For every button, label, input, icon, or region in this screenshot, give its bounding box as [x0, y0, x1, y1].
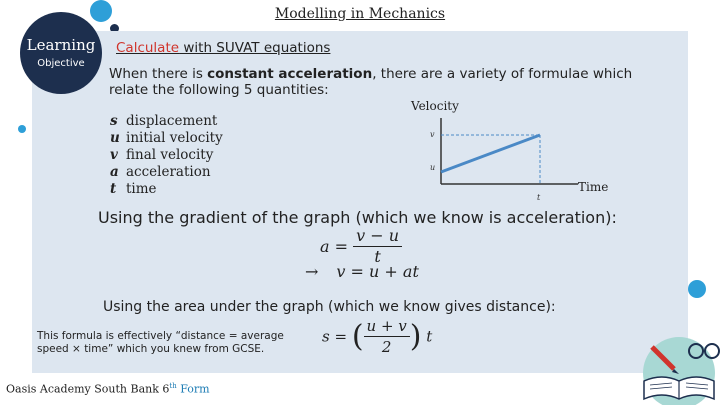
graph-t-label: t [537, 193, 541, 202]
decor-circle [688, 280, 706, 298]
eq3-open: ( [351, 319, 364, 354]
gradient-text: Using the gradient of the graph (which we know is acceleration): [98, 208, 617, 227]
graph-v-label: v [430, 130, 435, 139]
eq2-text: v = u + at [336, 262, 419, 281]
equation-acceleration [320, 226, 402, 267]
quantity-symbol: a [110, 164, 119, 180]
eq1-fraction [353, 226, 402, 267]
quantity-label: time [126, 181, 157, 197]
graph-y-title: Velocity [411, 99, 459, 113]
quantity-label: final velocity [126, 147, 214, 163]
intro-bold: constant acceleration [207, 66, 373, 82]
eq3-fraction [364, 316, 410, 357]
graph-velocity-line [441, 135, 540, 172]
area-text: Using the area under the graph (which we know gives distance): [103, 299, 556, 315]
footer-text [6, 382, 210, 396]
eq3-numerator: u + v [364, 316, 410, 337]
footer-form: Form [176, 382, 210, 396]
eq3-rhs: t [426, 327, 433, 346]
subtitle-rest: with SUVAT equations [179, 40, 331, 56]
graph-u-label: u [430, 163, 436, 172]
subtitle-keyword: Calculate [116, 40, 180, 56]
quantity-list [110, 113, 223, 198]
list-item [110, 113, 223, 130]
decor-circle [18, 125, 26, 133]
eq1-lhs: a = [320, 237, 349, 256]
learning-objective-badge [20, 12, 102, 94]
graph-x-title: Time [578, 180, 609, 194]
intro-text [109, 66, 669, 98]
footer-sup: th [169, 382, 177, 390]
eq3-lhs: s = [322, 327, 348, 346]
intro-after: , there are a variety of formulae which relate the following 5 quantities: [109, 66, 633, 98]
quantity-symbol: s [110, 113, 118, 129]
book-icon [638, 333, 720, 405]
intro-before: When there is [109, 66, 208, 82]
gcse-note: This formula is effectively “distance = average speed × time” which you knew from GCSE. [37, 330, 284, 355]
quantity-symbol: t [110, 181, 117, 197]
quantity-symbol: u [110, 130, 120, 146]
eq3-denominator: 2 [381, 338, 392, 356]
eq1-numerator: v − u [353, 226, 402, 247]
quantity-label: initial velocity [126, 130, 223, 146]
list-item [110, 181, 223, 198]
eq3-close: ) [409, 319, 422, 354]
badge-line1: Learning [26, 36, 96, 54]
eq1-denominator: t [374, 247, 381, 266]
decor-circle [90, 0, 112, 22]
footer-school: Oasis Academy South Bank 6 [6, 382, 170, 396]
quantity-label: acceleration [126, 164, 211, 180]
list-item [110, 130, 223, 147]
equation-displacement [322, 316, 432, 357]
slide-title: Modelling in Mechanics [274, 6, 446, 22]
list-item [110, 164, 223, 181]
velocity-time-graph [408, 96, 608, 206]
book-illustration [638, 333, 720, 405]
equation-velocity [305, 262, 419, 281]
list-item [110, 147, 223, 164]
eq2-arrow: → [305, 262, 319, 281]
badge-line2: Objective [37, 58, 85, 69]
quantity-label: displacement [126, 113, 218, 129]
quantity-symbol: v [110, 147, 118, 163]
objective-subtitle [116, 40, 330, 56]
